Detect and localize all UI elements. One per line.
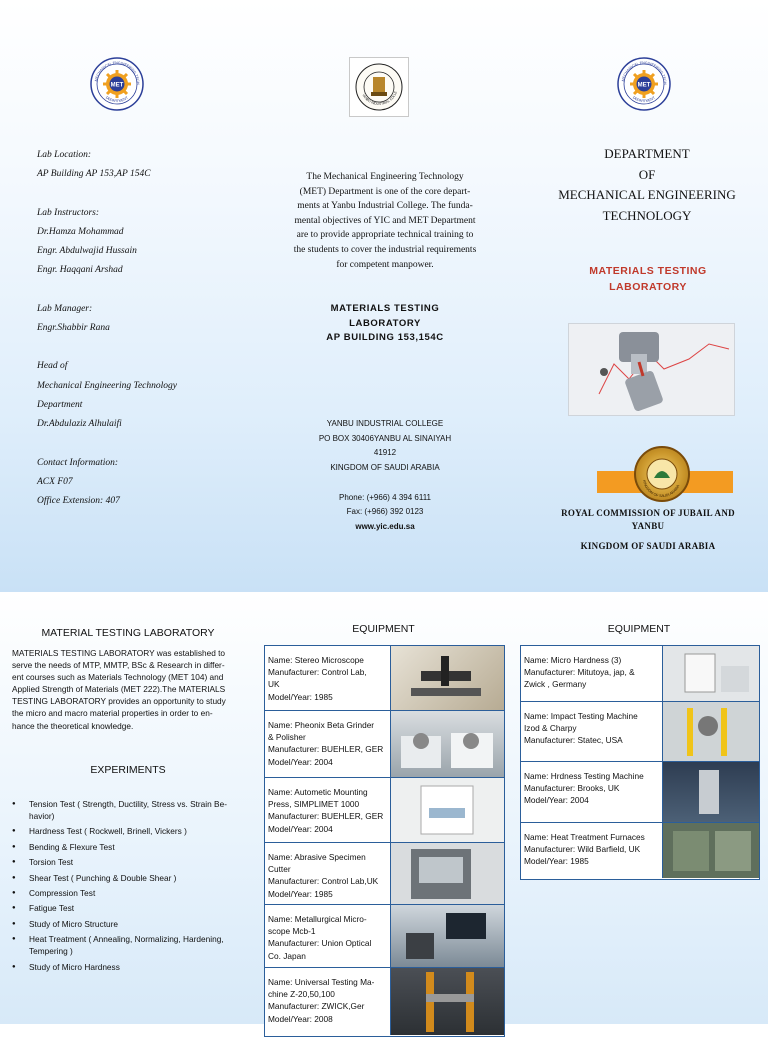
hardness-testing-machine-photo bbox=[662, 762, 759, 822]
lab-title-block: MATERIALS TESTING LABORATORY AP BUILDING 153,154C bbox=[326, 303, 444, 344]
list-item: ● Bending & Flexure Test bbox=[10, 841, 246, 853]
list-item: ● Hardness Test ( Rockwell, Brinell, Vickers ) bbox=[10, 825, 246, 837]
svg-text:YANBU INDUSTRIAL COLLEGE: YANBU INDUSTRIAL COLLE bbox=[361, 90, 399, 106]
table-row: Name: Pheonix Beta Grinder & Polisher Manufacturer: BUEHLER, GER Model/Year: 2004 bbox=[265, 711, 504, 778]
college-address: YANBU INDUSTRIAL COLLEGE PO BOX 30406YANBU AL SINAIYAH 41912 KINGDOM OF SAUDI ARABIA Phone: (+966) 4 394 6111 Fax: (+966) 392 0123 www.yic.edu.sa bbox=[292, 417, 478, 535]
table-row: Name: Hrdness Testing Machine Manufacturer: Brooks, UK Model/Year: 2004 bbox=[521, 762, 759, 823]
abrasive-cutter-photo bbox=[390, 843, 504, 904]
table-row: Name: Universal Testing Ma- chine Z-20,50,100 Manufacturer: ZWICK,Ger Model/Year: 2008 bbox=[265, 968, 504, 1036]
list-item: ● Fatigue Test bbox=[10, 902, 246, 914]
svg-text:MET: MET bbox=[637, 82, 651, 89]
grinder-polisher-photo bbox=[390, 711, 504, 777]
instructors-label: Lab Instructors: bbox=[37, 207, 100, 218]
location-label: Lab Location: bbox=[37, 150, 92, 160]
department-description: The Mechanical Engineering Technology (MET) Department is one of the core depart- ments at Yanbu Industrial College. The funda- mental objectives of YIC and MET Department are to provide appropriate technical training to the students to cover the industrial requirements for competent manpower. bbox=[293, 172, 477, 270]
heat-treatment-furnace-photo bbox=[662, 823, 759, 878]
royal-commission-name: ROYAL COMMISSION OF JUBAIL AND YANBU bbox=[561, 508, 735, 531]
lab-section-heading: MATERIAL TESTING LABORATORY bbox=[41, 627, 215, 639]
contact-line: ACX F07 bbox=[37, 476, 73, 487]
mounting-press-photo bbox=[390, 778, 504, 842]
universal-testing-machine-photo bbox=[390, 968, 504, 1035]
list-item: ● Study of Micro Hardness bbox=[10, 961, 246, 973]
website-link[interactable]: www.yic.edu.sa bbox=[355, 521, 415, 531]
department-title: DEPARTMENT OF MECHANICAL ENGINEERING TECHNOLOGY bbox=[558, 146, 736, 224]
met-department-logo bbox=[90, 57, 144, 111]
instructor-name: Engr. Abdulwajid Hussain bbox=[37, 246, 137, 257]
lab-contact-details bbox=[37, 146, 247, 511]
list-item: ● Heat Treatment ( Annealing, Normalizing, Hardening, Tempering ) bbox=[10, 933, 246, 957]
location-value: AP Building AP 153,AP 154C bbox=[37, 169, 151, 180]
table-row: Name: Micro Hardness (3) Manufacturer: Mitutoya, jap, & Zwick , Germany bbox=[521, 646, 759, 702]
equipment-heading-1: EQUIPMENT bbox=[352, 623, 415, 635]
contact-line: Office Extension: 407 bbox=[37, 496, 120, 507]
svg-text:MECHANICAL ENGINEERING TECHNOL: MECHANICAL ENGINEERING TECH bbox=[94, 60, 141, 85]
fax: Fax: (+966) 392 0123 bbox=[346, 507, 424, 517]
lab-title-red: MATERIALS TESTING LABORATORY bbox=[589, 265, 707, 293]
svg-text:MECHANICAL ENGINEERING TECHNOL: MECHANICAL ENGINEERING TECH bbox=[621, 60, 668, 85]
list-item: ● Torsion Test bbox=[10, 856, 246, 868]
contact-label: Contact Information: bbox=[37, 457, 119, 468]
table-row: Name: Abrasive Specimen Cutter Manufacturer: Control Lab,UK Model/Year: 1985 bbox=[265, 843, 504, 905]
equipment-table-1 bbox=[264, 645, 505, 1037]
list-item: ● Compression Test bbox=[10, 887, 246, 899]
impact-testing-machine-photo bbox=[662, 702, 759, 761]
instructor-name: Dr.Hamza Mohammad bbox=[37, 226, 124, 237]
list-item: ● Shear Test ( Punching & Double Shear ) bbox=[10, 872, 246, 884]
list-item: ● Tension Test ( Strength, Ductility, Stress vs. Strain Be- havior) bbox=[10, 798, 246, 822]
manager-value: Engr.Shabbir Rana bbox=[37, 323, 110, 334]
head-line: Dr.Abdulaziz Alhulaifi bbox=[37, 419, 122, 430]
svg-text:DEPARTMENT: DEPARTMENT bbox=[104, 95, 129, 104]
head-line: Department bbox=[37, 399, 83, 410]
met-department-logo-right bbox=[617, 57, 671, 111]
table-row: Name: Stereo Microscope Manufacturer: Control Lab, UK Model/Year: 1985 bbox=[265, 646, 504, 711]
instructor-name: Engr. Haqqani Arshad bbox=[37, 265, 123, 276]
royal-commission-logo bbox=[634, 446, 690, 502]
table-row: Name: Impact Testing Machine Izod & Charpy Manufacturer: Statec, USA bbox=[521, 702, 759, 762]
experiments-heading: EXPERIMENTS bbox=[90, 764, 166, 776]
equipment-heading-2: EQUIPMENT bbox=[607, 623, 671, 635]
kingdom-name: KINGDOM OF SAUDI ARABIA bbox=[580, 541, 716, 551]
phone: Phone: (+966) 4 394 6111 bbox=[339, 492, 431, 502]
lab-introduction: MATERIALS TESTING LABORATORY was established to serve the needs of MTP, MMTP, BSc & Research in differ- ent courses such as Materials Technology (MET 104) and Applied Strength of Materials (MET 222).The MATERIALS TESTING LABORATORY provides an opportunity to study the micro and macro material properties in order to en- hance the theoretical knowledge. bbox=[12, 648, 226, 731]
svg-text:KINGDOM OF SAUDI ARABIA: KINGDOM OF SAUDI ARABIA bbox=[642, 479, 681, 499]
table-row: Name: Metallurgical Micro- scope Mcb-1 Manufacturer: Union Optical Co. Japan bbox=[265, 905, 504, 968]
table-row: Name: Heat Treatment Furnaces Manufacturer: Wild Barfield, UK Model/Year: 1985 bbox=[521, 823, 759, 879]
head-line: Mechanical Engineering Technology bbox=[37, 380, 178, 391]
equipment-table-2 bbox=[520, 645, 760, 880]
yanbu-industrial-college-logo bbox=[349, 57, 409, 117]
svg-text:DEPARTMENT: DEPARTMENT bbox=[631, 95, 656, 104]
svg-text:MET: MET bbox=[110, 82, 124, 89]
stereo-microscope-photo bbox=[390, 646, 504, 710]
list-item: ● Study of Micro Structure bbox=[10, 918, 246, 930]
experiments-list bbox=[10, 798, 246, 976]
metallurgical-microscope-photo bbox=[390, 905, 504, 967]
manager-label: Lab Manager: bbox=[37, 303, 93, 314]
table-row: Name: Autometic Mounting Press, SIMPLIMET 1000 Manufacturer: BUEHLER, GER Model/Year: 2004 bbox=[265, 778, 504, 843]
head-label: Head of bbox=[37, 361, 68, 372]
micro-hardness-photo bbox=[662, 646, 759, 701]
tensile-test-photo bbox=[568, 323, 735, 416]
